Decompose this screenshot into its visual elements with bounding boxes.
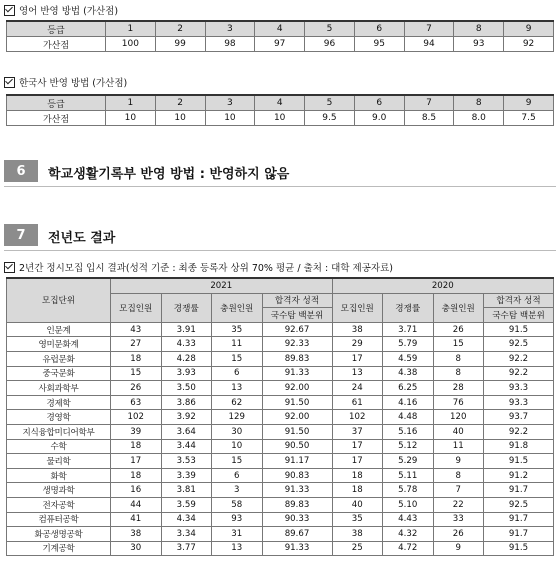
dept-cell: 물리학 (7, 454, 111, 469)
value-cell: 58 (212, 497, 263, 512)
value-cell: 93.3 (484, 395, 554, 410)
checkbox-icon (4, 5, 15, 16)
value-cell: 16 (111, 483, 162, 498)
grade-cell: 7 (404, 95, 454, 111)
value-cell: 11 (212, 337, 263, 352)
value-cell: 91.33 (262, 483, 332, 498)
points-cell: 98 (205, 37, 255, 52)
value-cell: 92.2 (484, 351, 554, 366)
value-cell: 15 (212, 454, 263, 469)
percentile-header: 국수탐 백분위 (262, 308, 332, 323)
table-row (7, 483, 554, 498)
history-grade-header-row (7, 95, 554, 111)
dept-cell: 화학 (7, 468, 111, 483)
dept-cell: 기계공학 (7, 541, 111, 556)
value-cell: 3.92 (161, 410, 212, 425)
value-cell: 17 (332, 439, 383, 454)
value-cell: 92.2 (484, 366, 554, 381)
value-cell: 91.50 (262, 424, 332, 439)
value-cell: 17 (111, 454, 162, 469)
value-cell: 18 (111, 468, 162, 483)
history-caption (4, 75, 127, 89)
value-cell: 5.79 (383, 337, 434, 352)
value-cell: 102 (111, 410, 162, 425)
value-cell: 3 (212, 483, 263, 498)
value-cell: 4.72 (383, 541, 434, 556)
table-row (7, 395, 554, 410)
value-cell: 129 (212, 410, 263, 425)
english-caption-text: 영어 반영 방법 (가산점) (19, 6, 119, 17)
value-cell: 9 (433, 454, 484, 469)
grade-cell: 2 (155, 95, 205, 111)
section-number: 7 (4, 224, 38, 246)
value-cell: 39 (111, 424, 162, 439)
value-cell: 6 (212, 366, 263, 381)
section-7-heading (4, 224, 556, 246)
value-cell: 40 (433, 424, 484, 439)
value-cell: 28 (433, 381, 484, 396)
value-cell: 91.50 (262, 395, 332, 410)
value-cell: 25 (332, 541, 383, 556)
dept-cell: 지식융합미디어학부 (7, 424, 111, 439)
value-cell: 4.59 (383, 351, 434, 366)
dept-cell: 영미문화계 (7, 337, 111, 352)
value-cell: 8 (433, 351, 484, 366)
table-row (7, 337, 554, 352)
value-cell: 3.53 (161, 454, 212, 469)
value-cell: 40 (332, 497, 383, 512)
value-cell: 13 (212, 381, 263, 396)
points-cell: 10 (106, 111, 156, 126)
points-cell: 93 (454, 37, 504, 52)
ratio-header: 경쟁률 (161, 293, 212, 322)
value-cell: 5.16 (383, 424, 434, 439)
value-cell: 92.67 (262, 322, 332, 337)
value-cell: 29 (332, 337, 383, 352)
value-cell: 18 (111, 351, 162, 366)
section-number: 6 (4, 160, 38, 182)
table-row (7, 439, 554, 454)
points-cell: 7.5 (504, 111, 554, 126)
value-cell: 102 (332, 410, 383, 425)
points-row-label: 가산점 (7, 111, 106, 126)
grade-cell: 8 (454, 21, 504, 37)
value-cell: 26 (433, 527, 484, 542)
english-grade-table (6, 20, 554, 52)
value-cell: 3.50 (161, 381, 212, 396)
value-cell: 17 (332, 454, 383, 469)
dept-cell: 컴퓨터공학 (7, 512, 111, 527)
points-cell: 10 (255, 111, 305, 126)
table-row (7, 381, 554, 396)
value-cell: 15 (212, 351, 263, 366)
grade-cell: 7 (404, 21, 454, 37)
value-cell: 4.28 (161, 351, 212, 366)
english-caption (4, 3, 118, 17)
value-cell: 91.33 (262, 541, 332, 556)
year-2021-header: 2021 (111, 278, 333, 293)
points-cell: 94 (404, 37, 454, 52)
results-table (6, 277, 554, 556)
results-body (7, 322, 554, 556)
value-cell: 90.83 (262, 468, 332, 483)
value-cell: 27 (111, 337, 162, 352)
value-cell: 3.91 (161, 322, 212, 337)
points-cell: 9.5 (305, 111, 355, 126)
ratio-header: 경쟁률 (383, 293, 434, 322)
value-cell: 5.11 (383, 468, 434, 483)
value-cell: 91.7 (484, 483, 554, 498)
value-cell: 89.67 (262, 527, 332, 542)
value-cell: 9 (433, 541, 484, 556)
grade-cell: 9 (504, 95, 554, 111)
grade-header-label: 등급 (7, 21, 106, 37)
value-cell: 92.00 (262, 410, 332, 425)
value-cell: 3.81 (161, 483, 212, 498)
quota-header: 모집인원 (332, 293, 383, 322)
dept-cell: 경제학 (7, 395, 111, 410)
dept-cell: 생명과학 (7, 483, 111, 498)
grade-cell: 6 (354, 95, 404, 111)
value-cell: 92.5 (484, 337, 554, 352)
value-cell: 8 (433, 468, 484, 483)
value-cell: 3.44 (161, 439, 212, 454)
points-cell: 10 (155, 111, 205, 126)
year-2020-header: 2020 (332, 278, 554, 293)
history-points-row (7, 111, 554, 126)
value-cell: 17 (332, 351, 383, 366)
value-cell: 3.34 (161, 527, 212, 542)
value-cell: 91.17 (262, 454, 332, 469)
section-divider (4, 250, 556, 251)
value-cell: 92.33 (262, 337, 332, 352)
value-cell: 91.8 (484, 439, 554, 454)
value-cell: 4.33 (161, 337, 212, 352)
value-cell: 91.33 (262, 366, 332, 381)
value-cell: 92.00 (262, 381, 332, 396)
value-cell: 30 (212, 424, 263, 439)
value-cell: 35 (212, 322, 263, 337)
value-cell: 11 (433, 439, 484, 454)
value-cell: 5.12 (383, 439, 434, 454)
table-row (7, 322, 554, 337)
table-row (7, 541, 554, 556)
value-cell: 18 (111, 439, 162, 454)
value-cell: 22 (433, 497, 484, 512)
value-cell: 91.5 (484, 541, 554, 556)
percentile-header: 국수탐 백분위 (484, 308, 554, 323)
checkbox-icon (4, 77, 15, 88)
table-row (7, 424, 554, 439)
value-cell: 91.7 (484, 512, 554, 527)
value-cell: 35 (332, 512, 383, 527)
grade-cell: 1 (106, 21, 156, 37)
results-header-row-years (7, 278, 554, 293)
value-cell: 15 (111, 366, 162, 381)
section-title: 전년도 결과 (48, 231, 116, 246)
value-cell: 43 (111, 322, 162, 337)
value-cell: 6 (212, 468, 263, 483)
value-cell: 120 (433, 410, 484, 425)
value-cell: 91.5 (484, 454, 554, 469)
grade-cell: 3 (205, 95, 255, 111)
value-cell: 13 (332, 366, 383, 381)
value-cell: 31 (212, 527, 263, 542)
value-cell: 6.25 (383, 381, 434, 396)
history-grade-table (6, 94, 554, 126)
table-row (7, 497, 554, 512)
score-header: 합격자 성적 (484, 293, 554, 308)
value-cell: 3.93 (161, 366, 212, 381)
dept-cell: 화공생명공학 (7, 527, 111, 542)
value-cell: 8 (433, 366, 484, 381)
value-cell: 3.77 (161, 541, 212, 556)
value-cell: 4.43 (383, 512, 434, 527)
grade-cell: 4 (255, 95, 305, 111)
value-cell: 4.16 (383, 395, 434, 410)
grade-cell: 1 (106, 95, 156, 111)
value-cell: 44 (111, 497, 162, 512)
value-cell: 26 (433, 322, 484, 337)
points-cell: 100 (106, 37, 156, 52)
value-cell: 90.33 (262, 512, 332, 527)
grade-cell: 6 (354, 21, 404, 37)
grade-cell: 5 (305, 21, 355, 37)
dept-cell: 중국문화 (7, 366, 111, 381)
value-cell: 92.2 (484, 424, 554, 439)
history-caption-text: 한국사 반영 방법 (가산점) (19, 78, 128, 89)
checkbox-icon (4, 262, 15, 273)
section-6-heading (4, 160, 556, 182)
dept-cell: 전자공학 (7, 497, 111, 512)
quota-header: 모집인원 (111, 293, 162, 322)
points-row-label: 가산점 (7, 37, 106, 52)
english-grade-header-row (7, 21, 554, 37)
value-cell: 38 (332, 527, 383, 542)
table-row (7, 454, 554, 469)
points-cell: 99 (155, 37, 205, 52)
points-cell: 10 (205, 111, 255, 126)
extra-header: 충원인원 (212, 293, 263, 322)
value-cell: 5.29 (383, 454, 434, 469)
extra-header: 충원인원 (433, 293, 484, 322)
grade-cell: 2 (155, 21, 205, 37)
value-cell: 41 (111, 512, 162, 527)
value-cell: 7 (433, 483, 484, 498)
value-cell: 24 (332, 381, 383, 396)
value-cell: 37 (332, 424, 383, 439)
grade-cell: 8 (454, 95, 504, 111)
grade-cell: 9 (504, 21, 554, 37)
points-cell: 96 (305, 37, 355, 52)
value-cell: 63 (111, 395, 162, 410)
value-cell: 26 (111, 381, 162, 396)
grade-cell: 4 (255, 21, 305, 37)
dept-cell: 인문계 (7, 322, 111, 337)
value-cell: 93 (212, 512, 263, 527)
value-cell: 30 (111, 541, 162, 556)
table-row (7, 351, 554, 366)
value-cell: 33 (433, 512, 484, 527)
value-cell: 15 (433, 337, 484, 352)
points-cell: 95 (354, 37, 404, 52)
value-cell: 3.59 (161, 497, 212, 512)
value-cell: 10 (212, 439, 263, 454)
value-cell: 4.34 (161, 512, 212, 527)
value-cell: 5.78 (383, 483, 434, 498)
value-cell: 93.7 (484, 410, 554, 425)
value-cell: 61 (332, 395, 383, 410)
results-caption (4, 260, 393, 274)
value-cell: 91.5 (484, 322, 554, 337)
value-cell: 5.10 (383, 497, 434, 512)
value-cell: 18 (332, 468, 383, 483)
points-cell: 97 (255, 37, 305, 52)
value-cell: 18 (332, 483, 383, 498)
value-cell: 76 (433, 395, 484, 410)
grade-cell: 3 (205, 21, 255, 37)
score-header: 합격자 성적 (262, 293, 332, 308)
points-cell: 9.0 (354, 111, 404, 126)
dept-cell: 유럽문화 (7, 351, 111, 366)
dept-cell: 수학 (7, 439, 111, 454)
results-caption-text: 2년간 정시모집 입시 결과(성적 기준 : 최종 등록자 상위 70% 평균 / 출처 : 대학 제공자료) (19, 263, 393, 274)
unit-header: 모집단위 (7, 278, 111, 322)
value-cell: 62 (212, 395, 263, 410)
value-cell: 4.32 (383, 527, 434, 542)
dept-cell: 경영학 (7, 410, 111, 425)
value-cell: 4.48 (383, 410, 434, 425)
value-cell: 13 (212, 541, 263, 556)
points-cell: 8.0 (454, 111, 504, 126)
value-cell: 91.2 (484, 468, 554, 483)
grade-cell: 5 (305, 95, 355, 111)
section-divider (4, 186, 556, 187)
value-cell: 93.3 (484, 381, 554, 396)
value-cell: 91.7 (484, 527, 554, 542)
value-cell: 89.83 (262, 497, 332, 512)
value-cell: 90.50 (262, 439, 332, 454)
value-cell: 38 (111, 527, 162, 542)
section-title: 학교생활기록부 반영 방법 : 반영하지 않음 (48, 167, 290, 182)
value-cell: 3.64 (161, 424, 212, 439)
table-row (7, 527, 554, 542)
grade-header-label: 등급 (7, 95, 106, 111)
value-cell: 3.86 (161, 395, 212, 410)
table-row (7, 366, 554, 381)
value-cell: 4.38 (383, 366, 434, 381)
value-cell: 3.71 (383, 322, 434, 337)
english-points-row (7, 37, 554, 52)
table-row (7, 410, 554, 425)
value-cell: 92.5 (484, 497, 554, 512)
points-cell: 8.5 (404, 111, 454, 126)
points-cell: 92 (504, 37, 554, 52)
value-cell: 38 (332, 322, 383, 337)
value-cell: 89.83 (262, 351, 332, 366)
table-row (7, 468, 554, 483)
value-cell: 3.39 (161, 468, 212, 483)
dept-cell: 사회과학부 (7, 381, 111, 396)
table-row (7, 512, 554, 527)
